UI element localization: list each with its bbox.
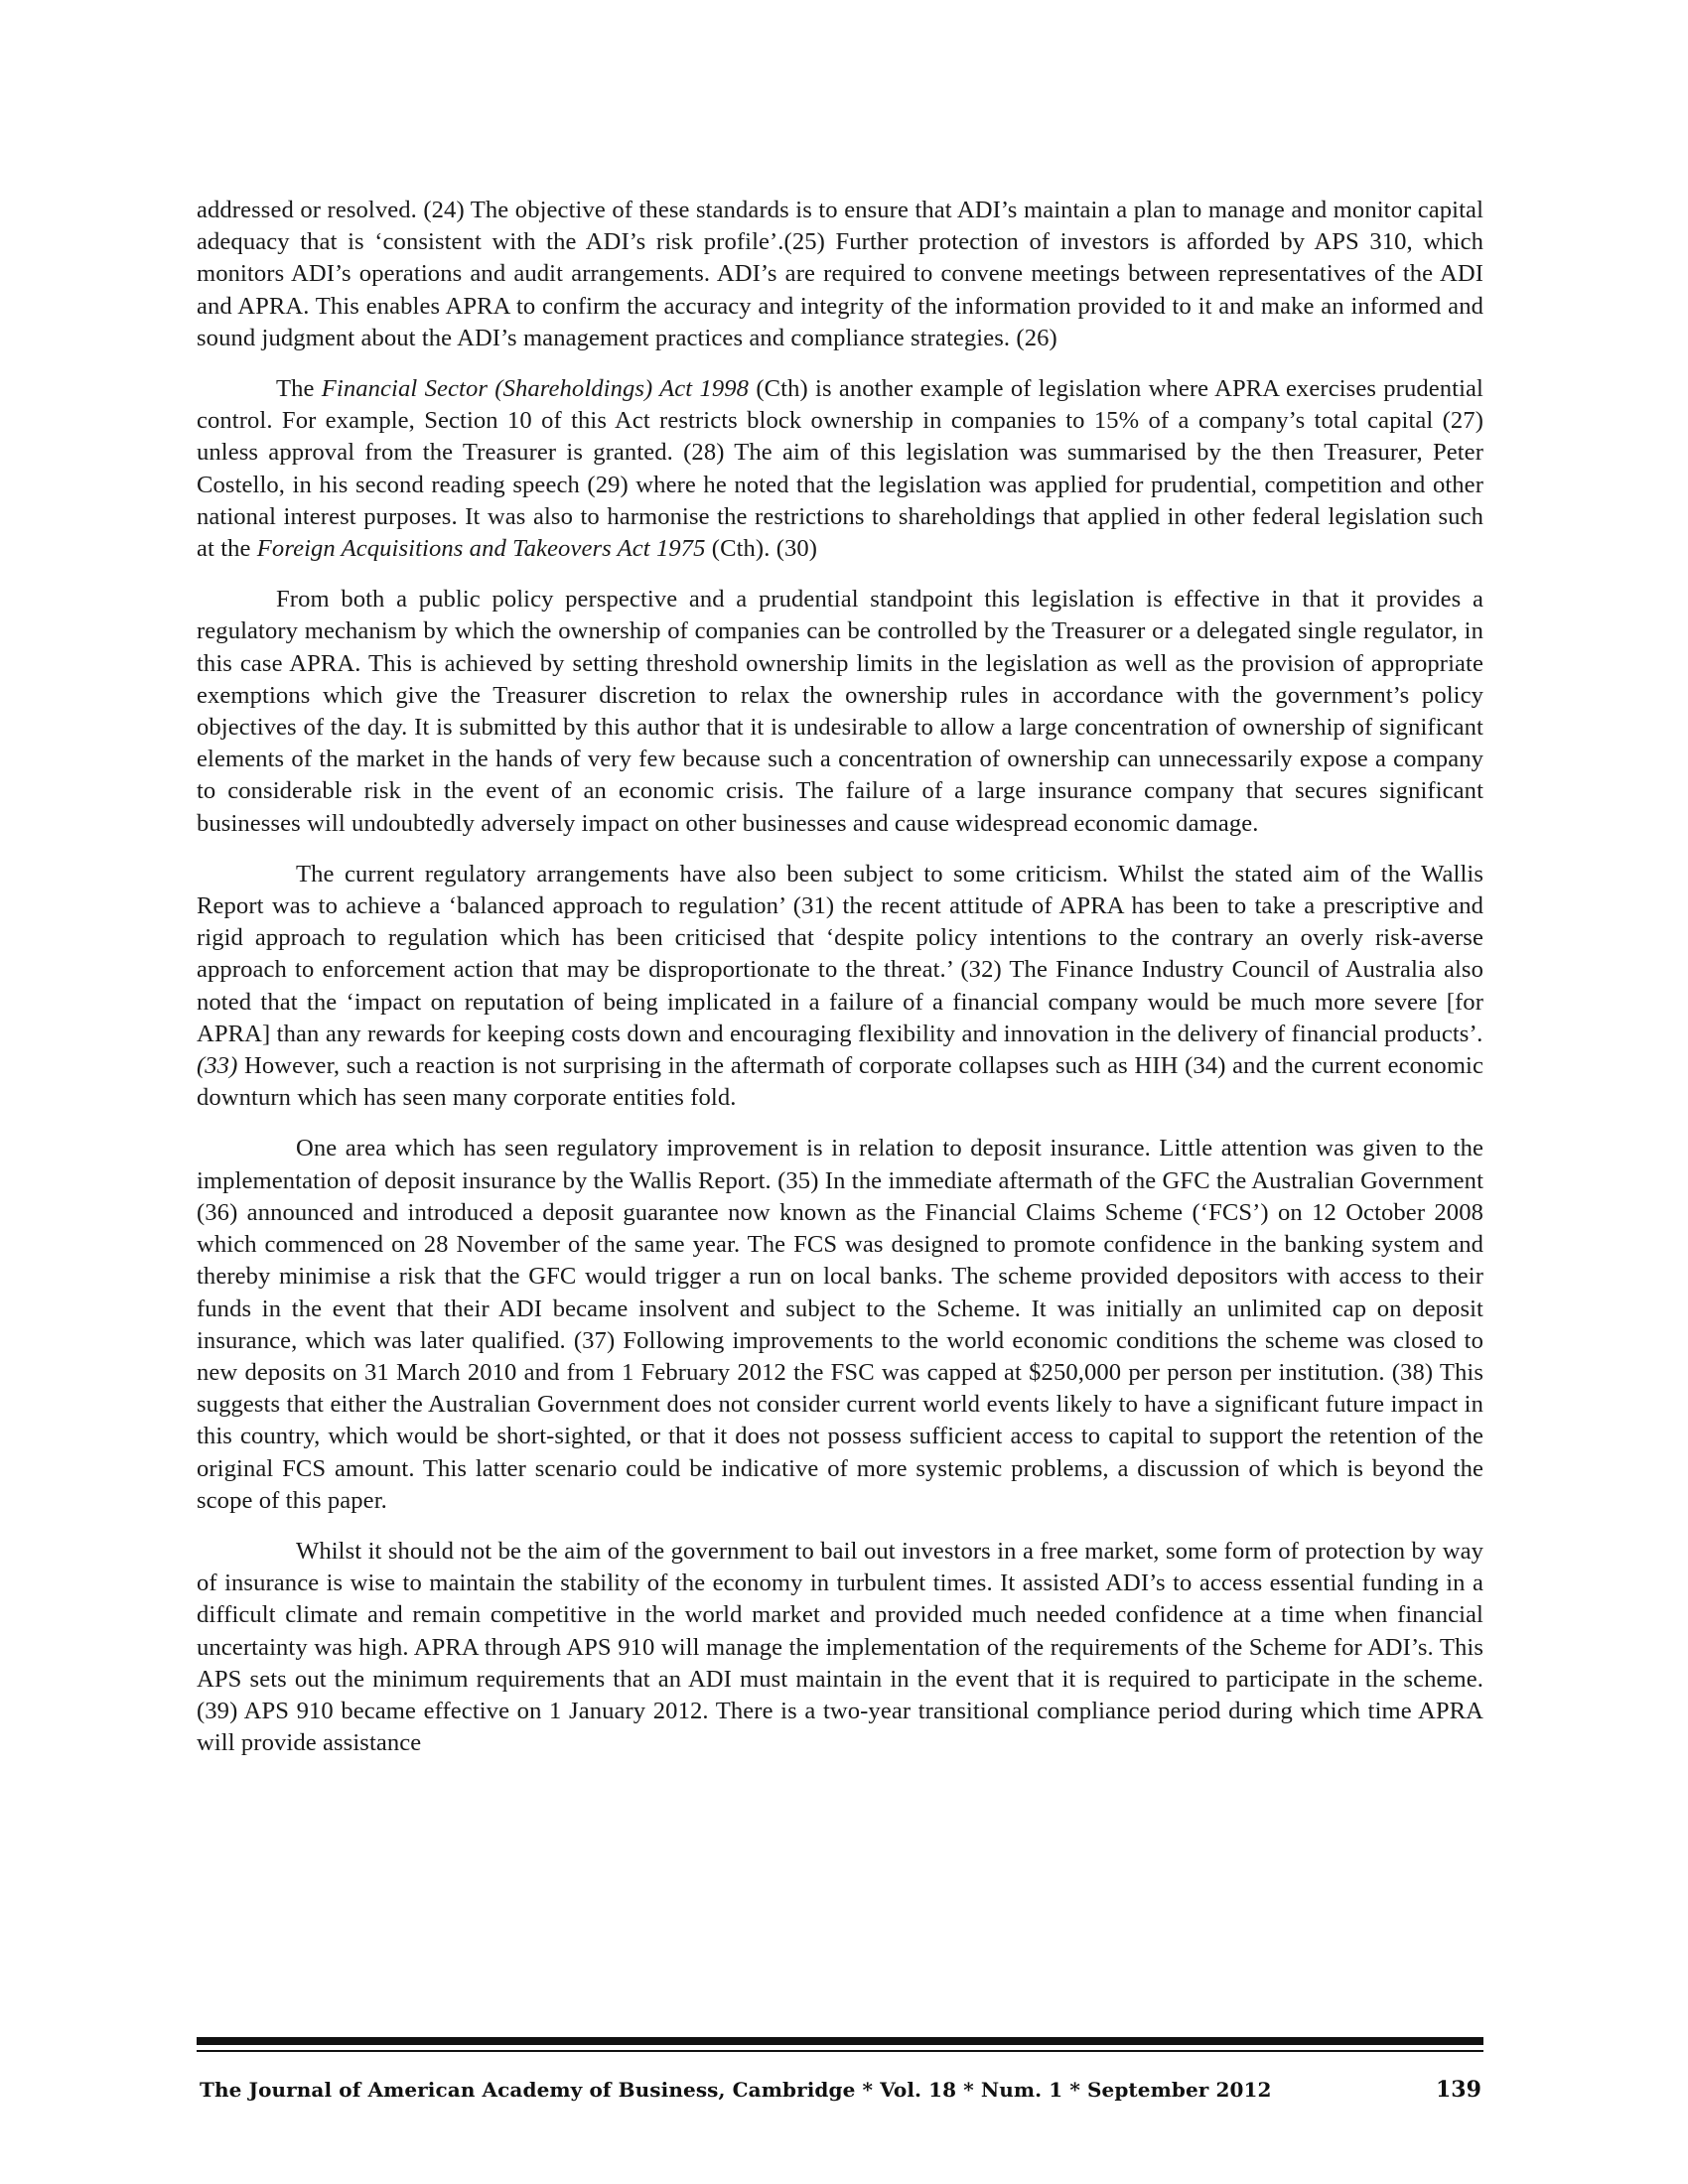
italic-citation: Foreign Acquisitions and Takeovers Act 1975 [256,535,706,563]
paragraph-3 [197,584,1483,840]
footer-rule-thick [197,2037,1483,2045]
italic-citation: . (33) [197,1020,1483,1080]
journal-footer: The Journal of American Academy of Business, Cambridge * Vol. 18 * Num. 1 * September 2012 [200,2078,1272,2102]
paragraph-text: The current regulatory arrangements have also been subject to some criticism. Whilst the stated aim of the Wallis Report was to achieve a ‘balanced approach to regulation’ (31) the recent attitude of APRA has been to take a prescriptive and rigid approach to regulation which has been criticised that ‘despite policy intentions to the contrary an overly risk-averse approach to enforcement action that may be disproportionate to the threat.’ (32) The Finance Industry Council of Australia also noted that the ‘impact on reputation of being implicated in a failure of a financial company would be much more severe [for APRA] than any rewards for keeping costs down and encouraging flexibility and innovation in the delivery of financial products’ [197,860,1483,1047]
paragraph-5 [197,1133,1483,1516]
paragraph-text: However, such a reaction is not surprising in the aftermath of corporate collapses such as HIH (34) and the current economic downturn which has seen many corporate entities fold. [197,1052,1483,1112]
paragraph-text: One area which has seen regulatory improvement is in relation to deposit insurance. Little attention was given to the implementation of deposit insurance by the Wallis Report. (35) In the immediate aftermath of the GFC the Australian Government (36) announced and introduced a deposit guarantee now known as the Financial Claims Scheme (‘FCS’) on 12 October 2008 which commenced on 28 November of the same year. The FCS was designed to promote confidence in the banking system and thereby minimise a risk that the GFC would trigger a run on local banks. The scheme provided depositors with access to their funds in the event that their ADI became insolvent and subject to the Scheme. It was initially an unlimited cap on deposit insurance, which was later qualified. (37) Following improvements to the world economic conditions the scheme was closed to new deposits on 31 March 2010 and from 1 February 2012 the FSC was capped at $250,000 per person per institution. (38) This suggests that either the Australian Government does not consider current world events likely to have a significant future impact in this country, which would be short-sighted, or that it does not possess sufficient access to capital to support the retention of the original FCS amount. This latter scenario could be indicative of more systemic problems, a discussion of which is beyond the scope of this paper. [197,1135,1483,1514]
page-number: 139 [1436,2077,1481,2103]
paragraph-text: The [276,375,322,403]
paragraph-text: (Cth). (30) [705,535,818,563]
paragraph-text: From both a public policy perspective and a prudential standpoint this legislation is effective in that it provides a regulatory mechanism by which the ownership of companies can be controlled by the Treasurer or a delegated single regulator, in this case APRA. This is achieved by setting threshold ownership limits in the legislation as well as the provision of appropriate exemptions which give the Treasurer discretion to relax the ownership rules in accordance with the government’s policy objectives of the day. It is submitted by this author that it is undesirable to allow a large concentration of ownership of significant elements of the market in the hands of very few because such a concentration of ownership can unnecessarily expose a company to considerable risk in the event of an economic crisis. The failure of a large insurance company that secures significant businesses will undoubtedly adversely impact on other businesses and cause widespread economic damage. [197,586,1483,837]
paragraph-text: addressed or resolved. (24) The objective of these standards is to ensure that ADI’s maintain a plan to manage and monitor capital adequacy that is ‘consistent with the ADI’s risk profile’.(25) Further protection of investors is afforded by APS 310, which monitors ADI’s operations and audit arrangements. ADI’s are required to convene meetings between representatives of the ADI and APRA. This enables APRA to confirm the accuracy and integrity of the information provided to it and make an informed and sound judgment about the ADI’s management practices and compliance strategies. (26) [197,197,1483,351]
paragraph-1 [197,195,1483,354]
paragraph-4 [197,859,1483,1115]
italic-citation: Financial Sector (Shareholdings) Act 1998 [321,375,750,403]
footer-rule-thin [197,2050,1483,2052]
article-body [197,195,1483,1778]
paragraph-text: (Cth) is another example of legislation where APRA exercises prudential control. For example, Section 10 of this Act restricts block ownership in companies to 15% of a company’s total capital (27) unless approval from the Treasurer is granted. (28) The aim of this legislation was summarised by the then Treasurer, Peter Costello, in his second reading speech (29) where he noted that the legislation was applied for prudential, competition and other national interest purposes. It was also to harmonise the restrictions to shareholdings that applied in other federal legislation such at the [197,375,1483,563]
paragraph-text: Whilst it should not be the aim of the government to bail out investors in a free market, some form of protection by way of insurance is wise to maintain the stability of the economy in turbulent times. It assisted ADI’s to access essential funding in a difficult climate and remain competitive in the world market and provided much needed confidence at a time when financial uncertainty was high. APRA through APS 910 will manage the implementation of the requirements of the Scheme for ADI’s. This APS sets out the minimum requirements that an ADI must maintain in the event that it is required to participate in the scheme. (39) APS 910 became effective on 1 January 2012. There is a two-year transitional compliance period during which time APRA will provide assistance [197,1537,1483,1757]
paragraph-6 [197,1536,1483,1759]
paragraph-2 [197,373,1483,565]
